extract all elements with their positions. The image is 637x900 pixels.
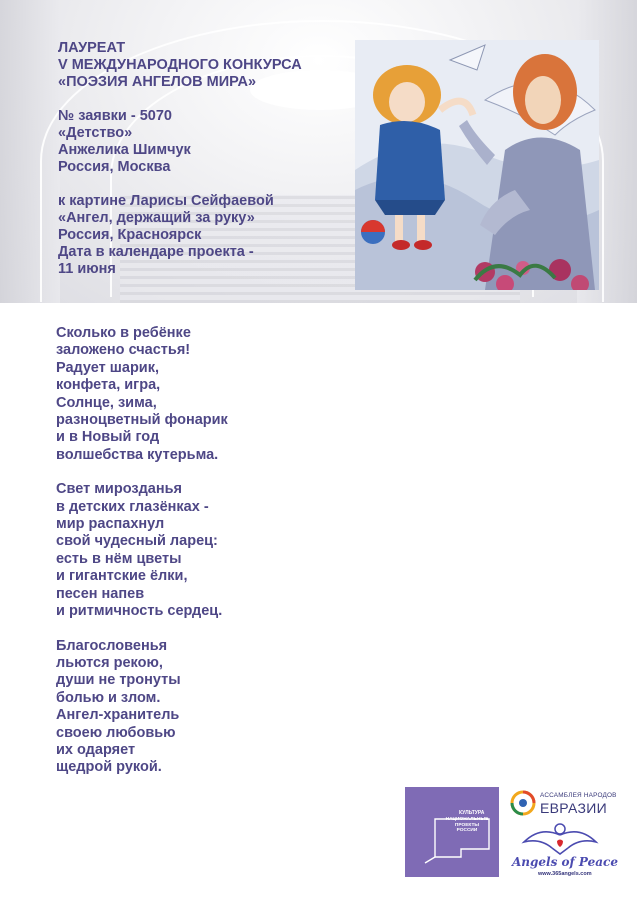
poem-line: Благословенья: [56, 637, 168, 654]
poem-line: Сколько в ребёнке: [56, 325, 191, 341]
laureate-line: V МЕЖДУНАРОДНОГО КОНКУРСА: [58, 57, 302, 73]
poem-line: льются рекою,: [56, 654, 163, 671]
poem-line: волшебства кутерьма.: [56, 446, 219, 463]
poem-line: души не тронуты: [56, 672, 181, 689]
eurasia-assembly-logo: [510, 788, 620, 820]
poem-stanza-2: [56, 481, 356, 620]
national-projects-logo: [405, 787, 499, 877]
laureate-line: ЛАУРЕАТ: [58, 40, 126, 56]
poem-line: в детских глазёнках -: [56, 498, 209, 515]
painting-image: [355, 40, 599, 290]
poem-line: свой чудесный ларец:: [56, 533, 218, 550]
poem-line: Солнце, зима,: [56, 394, 157, 411]
angels-of-peace-title: Angels of Peace: [512, 855, 618, 869]
poem-line: есть в нём цветы: [56, 550, 182, 567]
poem-line: своею любовью: [56, 724, 176, 741]
entry-number: № заявки - 5070: [58, 108, 172, 124]
poem-line: болью и злом.: [56, 689, 161, 706]
painting-line: Россия, Красноярск: [58, 227, 202, 243]
poem-line: Радует шарик,: [56, 359, 160, 376]
eurasia-small-label: АССАМБЛЕЯ НАРОДОВ: [540, 792, 617, 799]
painting-line: Дата в календаре проекта -: [58, 244, 254, 260]
entry-location: Россия, Москва: [58, 159, 171, 175]
poem-stanza-1: [56, 325, 356, 464]
poem-line: разноцветный фонарик: [56, 412, 228, 429]
painting-info-block: [58, 193, 348, 278]
poem-line: Свет мирозданья: [56, 481, 182, 498]
poem-line: конфета, игра,: [56, 377, 161, 394]
angel-icon: [510, 822, 610, 856]
painting-line: к картине Ларисы Сейфаевой: [58, 193, 274, 209]
poem-line: Ангел-хранитель: [56, 707, 180, 724]
entry-title: «Детство»: [58, 125, 133, 141]
culture-label: КУЛЬТУРА: [459, 810, 485, 816]
poem-line: песен напев: [56, 585, 145, 602]
laureate-header: [58, 40, 348, 295]
laureate-title-block: [58, 40, 348, 91]
painting-line: 11 июня: [58, 261, 116, 277]
poem-line: их одаряет: [56, 741, 136, 758]
eurasia-ring-icon: [510, 790, 536, 816]
entry-author: Анжелика Шимчук: [58, 142, 191, 158]
angels-of-peace-logo: [510, 822, 618, 882]
painting-line: «Ангел, держащий за руку»: [58, 210, 255, 226]
poem-line: и ритмичность сердец.: [56, 603, 223, 620]
poem-line: и гигантские ёлки,: [56, 568, 188, 585]
poem-stanza-3: [56, 638, 356, 777]
poem-line: и в Новый год: [56, 429, 160, 446]
eurasia-big-label: ЕВРАЗИИ: [540, 800, 607, 816]
poem-line: мир распахнул: [56, 516, 165, 533]
painting-illustration: [355, 40, 599, 290]
national-projects-label: НАЦИОНАЛЬНЫЕ ПРОЕКТЫ РОССИИ: [445, 817, 489, 834]
poem-line: щедрой рукой.: [56, 759, 162, 776]
laureate-line: «ПОЭЗИЯ АНГЕЛОВ МИРА»: [58, 74, 257, 90]
entry-info-block: [58, 108, 348, 176]
poem-text: [56, 325, 356, 794]
poem-line: заложено счастья!: [56, 342, 191, 359]
angels-url: www.365angels.com: [538, 871, 592, 877]
